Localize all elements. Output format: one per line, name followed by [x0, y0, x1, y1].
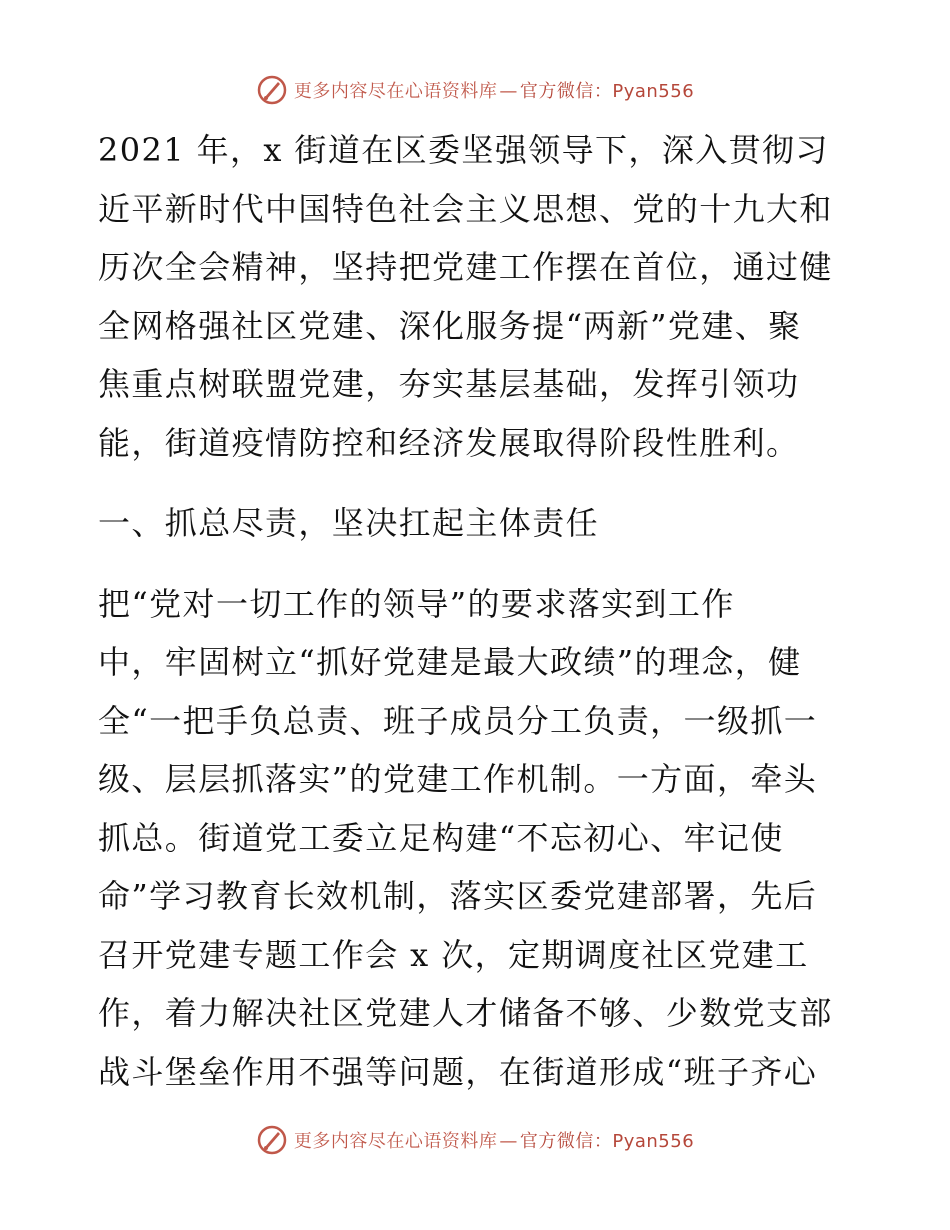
- paragraph-intro: [98, 121, 848, 472]
- text-line: 命”学习教育长效机制，落实区委党建部署，先后: [98, 877, 818, 915]
- quill-circle-icon: [256, 74, 288, 106]
- watermark-main: 更多内容尽在心语资料库: [293, 81, 498, 102]
- text-line: 全“一把手负总责、班子成员分工负责，一级抓一: [98, 701, 818, 740]
- text-line: 能，街道疫情防控和经济发展取得阶段性胜利。: [98, 423, 800, 462]
- text-line: 全网格强社区党建、深化服务提“两新”党建、聚: [98, 306, 802, 345]
- text-line: 中，牢固树立“抓好党建是最大政绩”的理念，健: [98, 643, 802, 681]
- text-line: 抓总。街道党工委立足构建“不忘初心、牢记使: [98, 818, 784, 857]
- text-line: 级、层层抓落实”的党建工作机制。一方面，牵头: [98, 760, 818, 798]
- section-heading: [98, 494, 848, 553]
- watermark-separator: —: [499, 1131, 518, 1152]
- text-line: 焦重点树联盟党建，夯实基层基础，发挥引领功: [98, 365, 800, 403]
- footer-watermark: [0, 1120, 950, 1160]
- watermark-text: [294, 1127, 694, 1153]
- document-body: [98, 121, 848, 1101]
- text-line: 战斗堡垒作用不强等问题，在街道形成“班子齐心: [98, 1052, 818, 1091]
- watermark-wx-id: Pyan556: [612, 81, 695, 102]
- watermark-main: 更多内容尽在心语资料库: [293, 1131, 498, 1152]
- header-watermark: [0, 70, 950, 110]
- quill-circle-icon: [256, 1124, 288, 1156]
- watermark-wx-label: 官方微信：: [519, 1131, 613, 1152]
- text-line: 作，着力解决社区党建人才储备不够、少数党支部: [98, 994, 833, 1032]
- watermark-separator: —: [499, 81, 518, 102]
- watermark-wx-label: 官方微信：: [519, 81, 613, 102]
- text-line: 2021 年，x 街道在区委坚强领导下，深入贯彻习: [98, 131, 829, 169]
- watermark-text: [294, 77, 694, 103]
- watermark-wx-id: Pyan556: [612, 1131, 695, 1152]
- text-line: 召开党建专题工作会 x 次，定期调度社区党建工: [98, 935, 809, 974]
- text-line: 把“党对一切工作的领导”的要求落实到工作: [98, 584, 735, 623]
- heading-text: 一、抓总尽责，坚决扛起主体责任: [98, 504, 600, 542]
- paragraph-section1: [98, 575, 848, 1102]
- text-line: 历次全会精神，坚持把党建工作摆在首位，通过健: [98, 248, 833, 286]
- text-line: 近平新时代中国特色社会主义思想、党的十九大和: [98, 189, 833, 228]
